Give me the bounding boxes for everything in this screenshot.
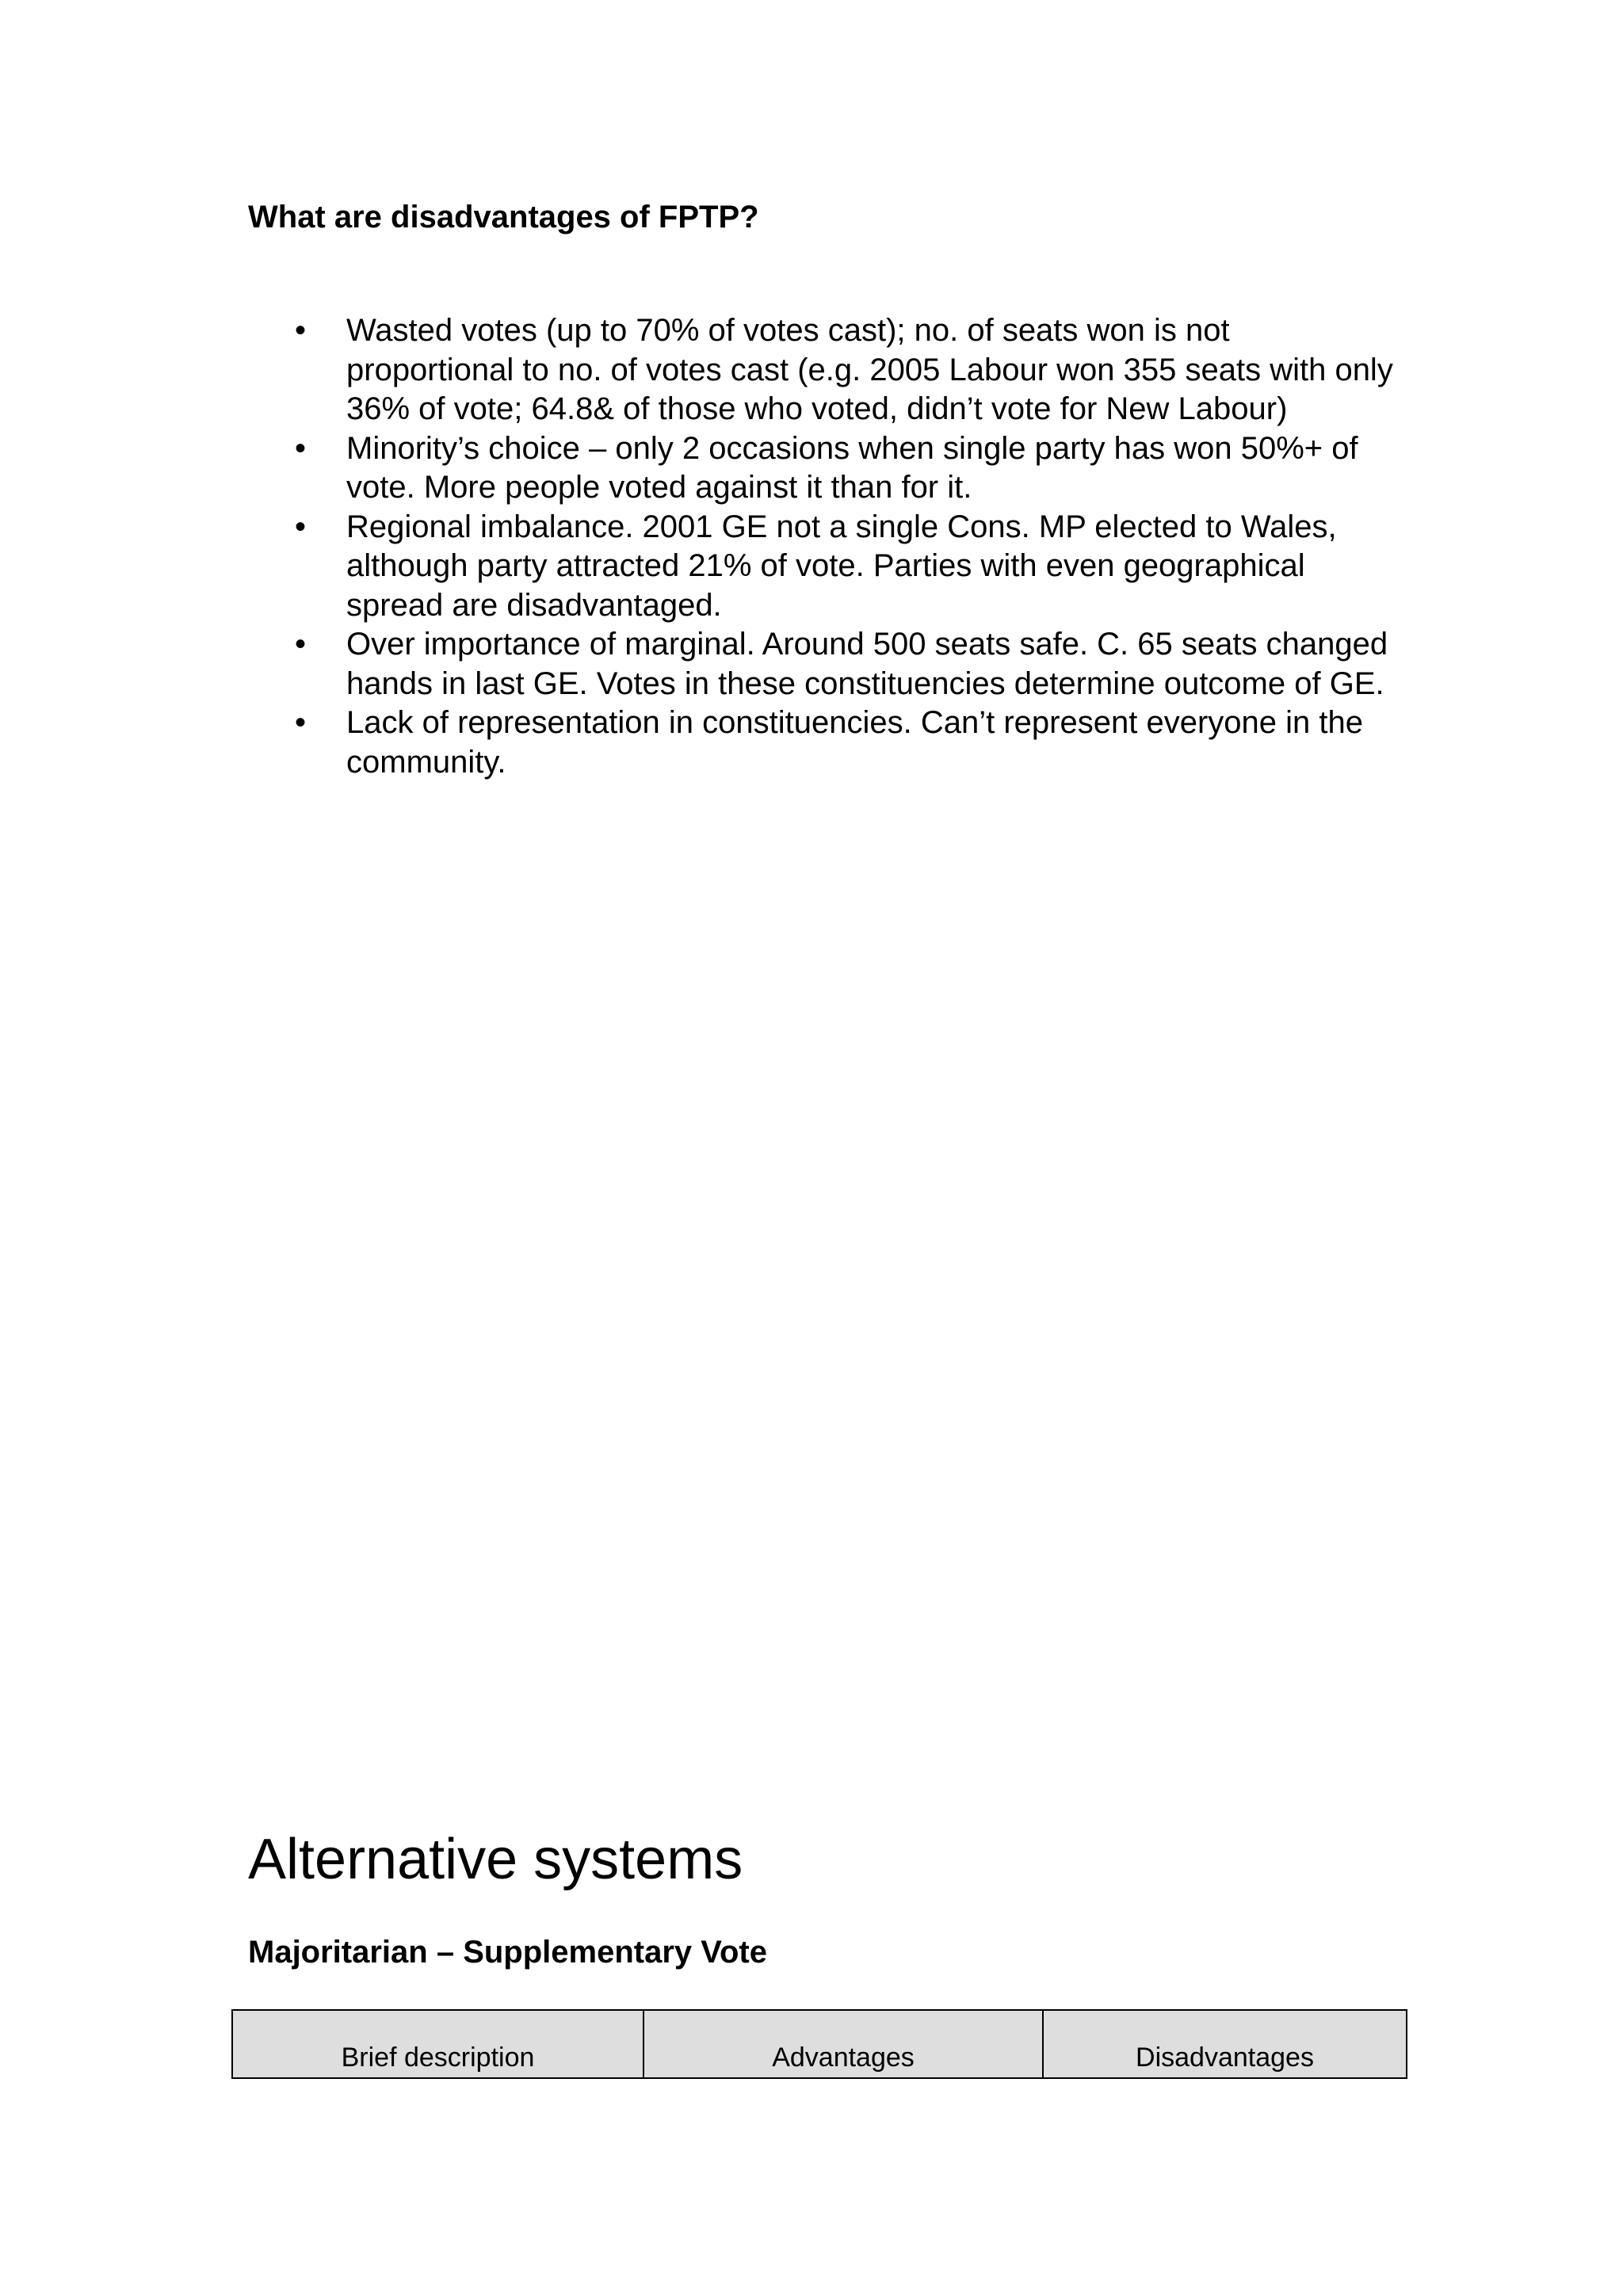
section-title: Alternative systems (248, 1828, 743, 1891)
list-item (295, 429, 1396, 508)
bullet-icon: • (295, 627, 307, 662)
list-item-text: Lack of representation in constituencies. Can’t represent everyone in the community. (346, 705, 1363, 780)
list-item-text: Wasted votes (up to 70% of votes cast); no. of seats won is not proportional to no. of votes cast (e.g. 2005 Labour won 355 seats with only 36% of vote; 64.8& of those who voted, didn’t vote for New Labour) (346, 313, 1393, 426)
bullet-icon: • (295, 313, 307, 348)
supplementary-vote-table (231, 2009, 1407, 2079)
header-advantages: Advantages (643, 2010, 1043, 2078)
bullet-icon: • (295, 509, 307, 544)
bullet-icon: • (295, 705, 307, 740)
list-item-text: Over importance of marginal. Around 500 seats safe. C. 65 seats changed hands in last GE. Votes in these constituencies determine outcome of GE. (346, 627, 1388, 701)
header-brief-description: Brief description (232, 2010, 643, 2078)
table-header-row (232, 2010, 1407, 2078)
list-item (295, 625, 1396, 704)
question-heading: What are disadvantages of FPTP? (248, 200, 759, 235)
disadvantages-list (295, 311, 1396, 782)
bullet-icon: • (295, 430, 307, 466)
list-item (295, 508, 1396, 626)
sub-heading: Majoritarian – Supplementary Vote (248, 1935, 767, 1970)
list-item (295, 704, 1396, 782)
list-item-text: Regional imbalance. 2001 GE not a single Cons. MP elected to Wales, although party attracted 21% of vote. Parties with even geographical spread are disadvantaged. (346, 509, 1337, 623)
list-item-text: Minority’s choice – only 2 occasions when single party has won 50%+ of vote. More people voted against it than for it. (346, 430, 1358, 505)
header-disadvantages: Disadvantages (1043, 2010, 1407, 2078)
list-item (295, 311, 1396, 429)
